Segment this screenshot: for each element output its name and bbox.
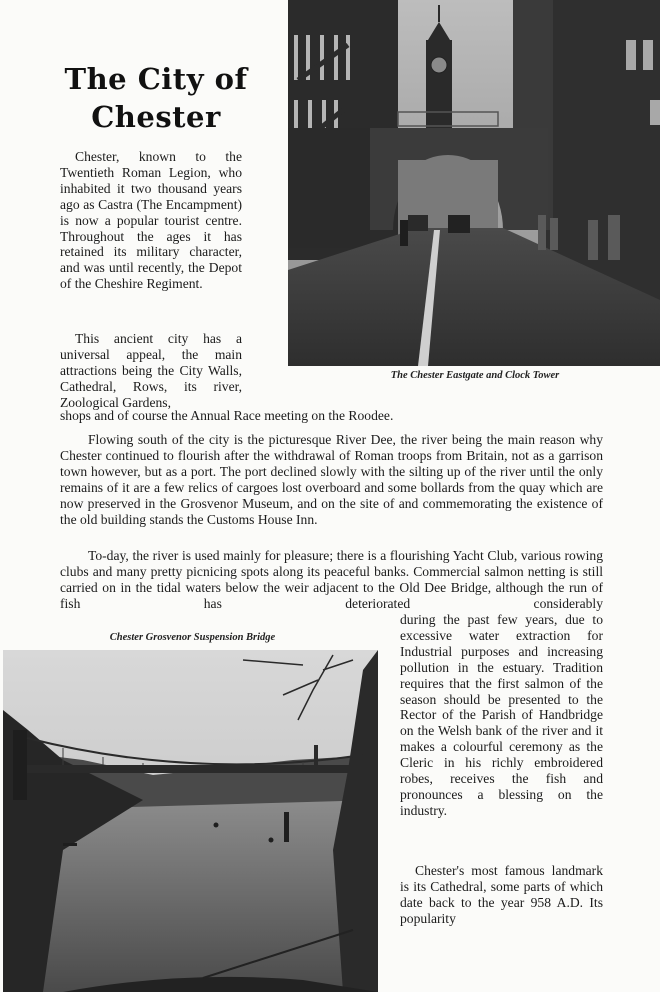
paragraph-salmon-tradition: during the past few years, due to excessive water extraction for Industrial purposes and increasing pollution in the estuary. Tradition requires that the first salmon of the season should be presented to the Rector of the Parish of Handbridge on the Welsh bank of the river and it makes a colourful ceremony as the Cleric in his richly embroidered robes, receives the fish and pronounces a blessing on the industry. — [400, 612, 603, 818]
bridge-caption: Chester Grosvenor Suspension Bridge — [109, 632, 276, 643]
paragraph-intro: Chester, known to the Twentieth Roman Legion, who inhabited it two thousand years ago as Castra (The Encampment) is now a popular tourist centre. Throughout the ages it has retained its military character, and was until recently, the Depot of the Cheshire Regiment. — [60, 149, 242, 292]
page-title — [56, 60, 256, 136]
eastgate-photo — [288, 0, 660, 366]
eastgate-caption: The Chester Eastgate and Clock Tower — [390, 370, 560, 381]
bridge-photo — [3, 650, 378, 992]
title-line-2: Chester — [91, 100, 221, 134]
paragraph-appeal-continued: shops and of course the Annual Race meeting on the Roodee. — [60, 408, 394, 423]
suspension-bridge-image — [3, 650, 378, 992]
paragraph-river-dee: Flowing south of the city is the picturesque River Dee, the river being the main reason why Chester continued to flourish after the withdrawal of Roman troops from Britain, not as a garrison town however, but as a port. The port declined slowly with the silting up of the river until the only remains of it are a few relics of cargoes lost overboard and some bollards from the quay which are now preserved in the Grosvenor Museum, and on the site of and commemorating the existence of the old building stands the Customs House Inn. — [60, 432, 603, 527]
paragraph-appeal: This ancient city has a universal appeal, the main attractions being the City Walls, Cathedral, Rows, its river, Zoological Gardens, — [60, 331, 242, 410]
title-line-1: The City of — [64, 62, 248, 96]
paragraph-today: To-day, the river is used mainly for pleasure; there is a flourishing Yacht Club, various rowing clubs and many pretty picnicing spots along its peaceful banks. Commercial salmon netting is still carried on in the tidal waters below the weir adjacent to the Old Dee Bridge, although the run of fish has deteriorated considerably — [60, 548, 603, 611]
paragraph-cathedral: Chester's most famous landmark is its Cathedral, some parts of which date back to the year 958 A.D. Its popularity — [400, 863, 603, 926]
eastgate-clock-tower-image — [288, 0, 660, 366]
